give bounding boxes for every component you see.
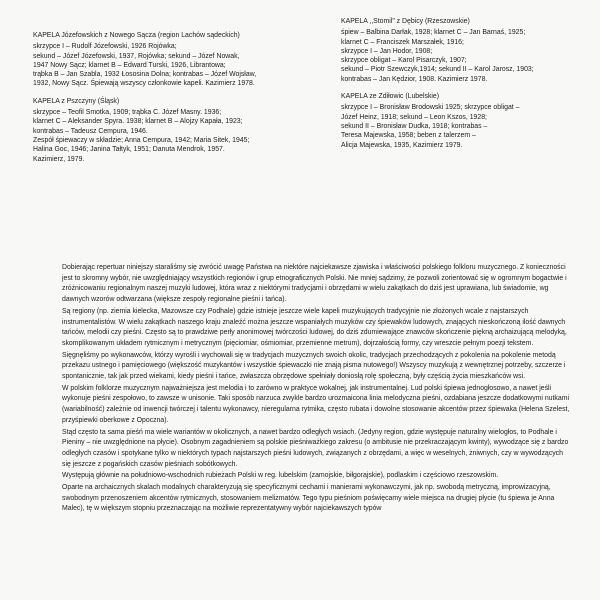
credit-line: Zespół śpiewaczy w składzie; Anna Cempura, 1942; Maria Sitek, 1945; bbox=[33, 136, 250, 144]
credit-line: Józef Heinz, 1918; sekund – Leon Kszos, 1928; bbox=[341, 113, 487, 121]
credit-line: klarnet C – Aleksander Spyra. 1938; klarnet B – Alojzy Kapała, 1923; bbox=[33, 118, 243, 126]
essay-text bbox=[62, 263, 572, 516]
essay-paragraph: Stąd często ta sama pieśń ma wiele wariantów w okolicznych, a nawet bardzo odległych wsiach. (Jedyny region, gdzie występuje naturalny wielogłos, to Podhale i Pieniny – nie uwzględnione na płycie). Osobnym zagadnieniem są polskie pieśniważkiego zakresu (o ambitusie nie przekraczającym kwinty), wywodzące się z bardzo odległych czasów i spotykane tylko w niektórych typach najstarszych pieśni ludowych, związanych z obrzędami, a więc w weselnych, żniwnych, czy w wywodzących się jeszcze z pogańskich czasów pieśniach sobótkowych. bbox=[62, 428, 569, 468]
credit-line: Halina Goc, 1946; Janina Tałtyk, 1951; Danuta Mendrok, 1957. bbox=[33, 146, 225, 154]
credit-line: 1932, Nowy Sącz. Śpiewają wszyscy członkowie kapeli. Kazimierz 1978. bbox=[33, 80, 255, 88]
ensemble-title: KAPELA Józefowskich z Nowego Sącza (region Lachów sądeckich) bbox=[33, 32, 240, 39]
credit-line: kontrabas – Jan Kędzior, 1908. Kazimierz 1978. bbox=[341, 75, 488, 83]
essay-paragraph: Oparte na archaicznych skalach modalnych charakteryzują się specyficznymi cechami i manierami wykonawczymi, jak np. swobodą metryczną, improwizacyjną, swobodnym przenoszeniem akcentów rytmicznych, stosowaniem melizmatów. Tego typu pieśniom poświęcamy wiele miejsca na drugiej płycie (tu śpiewa je Anna Malec), tę w większym stopniu przeznaczając na możliwie reprezentatywny wybór najciekawszych typów bbox=[62, 484, 555, 513]
essay-paragraph: W polskim folklorze muzycznym najważniejsza jest melodia i to zarówno w praktyce wokalnej, jak instrumentalnej. Lud polski śpiewa jednogłosowo, a nawet jeśli wykonuje pieśni zespołowo, to zawsze w unisonie. Taki sposób narzuca zwykle bardzo urozmaicona linia melodyczna pieśni, ozdabiana jeszcze dodatkowymi nutkami (wariabilność) zależnie od inwencji twórczej i talentu wykonawcy, nieregularna rytmika, często rubata i dowolne stosowanie akcentów przez śpiewaka (Helena Szelest, przyśpiewki oberkowe z Opoczna). bbox=[62, 384, 570, 424]
ensemble-credit-block bbox=[341, 17, 591, 84]
credit-line: klarnet C – Franciszek Marszałek, 1916; bbox=[341, 38, 464, 46]
ensemble-title: KAPELA ,,Stomil" z Dębicy (Rzeszowskie) bbox=[341, 18, 470, 25]
credit-line: sekund II – Bronisław Dudka, 1918; kontrabas – bbox=[341, 122, 488, 130]
credit-line: skrzypce I – Jan Hodor, 1908; bbox=[341, 47, 433, 55]
ensemble-credit-block bbox=[341, 92, 591, 150]
ensemble-title: KAPELA ze Zdiłowic (Lubelskie) bbox=[341, 93, 440, 101]
credit-line: Kazimierz, 1979. bbox=[33, 155, 85, 163]
essay-paragraph: Dobierając repertuar niniejszy staraliśmy się zwrócić uwagę Państwa na niektóre najciekawsze zjawiska i właściwości polskiego folkloru muzycznego. Z konieczności jest to skromny wybór, nie uwzględniający wszystkich regionów i grup etnograficznych Polski. Nie mniej sądzimy, że pozwoli zorientować się w ogromnym bogactwie i zróżnicowaniu regionalnym naszej muzyki ludowej, która wraz z niektórymi tradycjami i obrzędami w wielu zakątkach do dziś jest uprawiana, lub świadomie, wg dawnych wzorów odtwarzana (większe zespoły regionalne pieśni i tańca). bbox=[62, 264, 567, 304]
credit-line: śpiew – Balbina Darłak, 1928; klarnet C – Jan Barnaś, 1925; bbox=[341, 29, 526, 37]
credit-line: skrzypce – Teofil Smotka, 1909; trąbka C. Józef Masny. 1936; bbox=[33, 109, 222, 117]
essay-paragraph: Są regiony (np. ziemia kielecka, Mazowsze czy Podhale) gdzie istnieje jeszcze wiele kapeli muzykujących tradycyjnie nie złożonych wcale z najstarszych instrumentalistów. W wielu zakątkach naszego kraju znaleźć można jeszcze wspaniałych muzyków czy śpiewaków ludowych, znających nieskończoną ilość dawnych tańców, melodii czy pieśni. Często są to prawdziwe perły anonimowej twórczości ludowej, do dziś zdumiewające znawców skończenie piękną archaizującą melodyką, skomplikowanym układem rytmicznym i metrycznym (pięciomiar, ośmiomiar, przemienne metrum), dojrzałością formy, czy wreszcie pełnym poezji tekstem. bbox=[62, 307, 567, 347]
ensemble-credit-block bbox=[33, 97, 323, 164]
credit-line: sekund – Piotr Szewczyk,1914; sekund II – Karol Jarosz, 1903; bbox=[341, 66, 534, 74]
essay-paragraph: Występują głównie na południowo-wschodnich rubieżach Polski w reg. lubelskim (zamojskie, biłgorajskie), podlaskim i częściowo rzeszowskim. bbox=[62, 472, 499, 480]
left-credits-column bbox=[33, 31, 323, 172]
credit-line: Alicja Majewska, 1935, Kazimierz 1979. bbox=[341, 141, 463, 149]
credit-line: skrzypce I – Rudolf Józefowski, 1926 Rojówka; bbox=[33, 43, 177, 51]
credit-line: kontrabas – Tadeusz Cempura, 1946. bbox=[33, 127, 148, 135]
credit-line: sekund – Józef Józefowski, 1937, Rojówka; sekund – Józef Nowak, bbox=[33, 52, 240, 60]
credit-line: skrzypce obligat – Karol Pisarczyk, 1907; bbox=[341, 57, 467, 65]
right-credits-column bbox=[341, 17, 591, 158]
ensemble-credit-block bbox=[33, 31, 323, 89]
credit-line: skrzypce I – Bronisław Brodowski 1925; skrzypce obligat – bbox=[341, 104, 520, 112]
credit-line: trąbka B – Jan Szabla, 1932 Łososina Dolna; kontrabas – Józef Wojsław, bbox=[33, 71, 257, 79]
ensemble-title: KAPELA z Pszczyny (Śląsk) bbox=[33, 97, 120, 105]
essay-paragraph: Sięgnęliśmy po wykonawców, którzy wyrośli i wychowali się w tradycjach muzycznych swoich okolic, tradycjach przechodzących z pokolenia na pokolenie metodą przekazu ustnego i pamięciowego (większość muzykantów i wszystkie śpiewaczki nie znają pisma nutowego!) Wszyscy muzykują z wewnętrznej potrzeby, szczerze i spontanicznie, tak jak przed wiekami, kiedy pieśni i tańce, zwłaszcza obrzędowe spełniały doniosłą rolę społeczną, były częścią życia mieszkańców wsi. bbox=[62, 351, 566, 381]
credit-line: Teresa Majewska, 1958; beben z talerzem – bbox=[341, 132, 476, 140]
credit-line: 1947 Nowy Sącz; klarnet B – Edward Turski, 1926, Librantowa; bbox=[33, 61, 226, 69]
